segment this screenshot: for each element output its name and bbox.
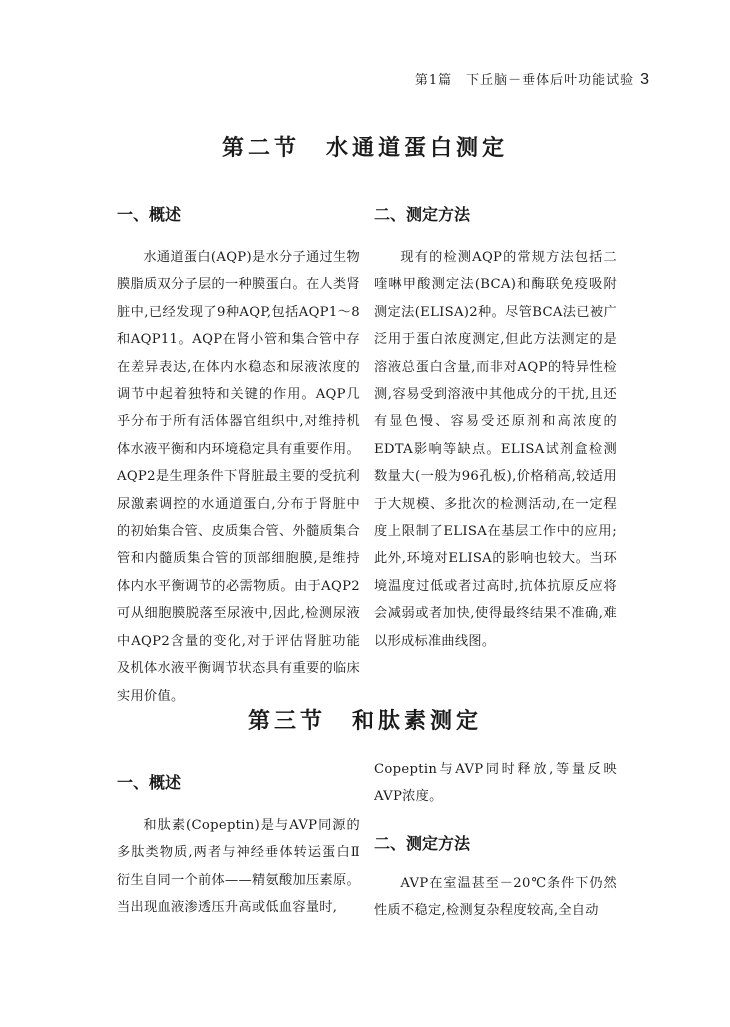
section3-continuation-text: Copeptin与AVP同时释放,等量反映AVP浓度。 xyxy=(374,762,617,805)
section2-overview-text: 水通道蛋白(AQP)是水分子通过生物膜脂质双分子层的一种膜蛋白。在人类肾脏中,已经发现了9种AQP,包括AQP1～8和AQP11。AQP在肾小管和集合管中存在差异表达,在体内水稳态和尿液浓度的调节中起着独特和关键的作用。AQP几乎分布于所有活体器官组织中,对维持机体水液平衡和内环境稳定具有重要作用。AQP2是生理条件下肾脏最主要的受抗利尿激素调控的水通道蛋白,分布于肾脏中的初始集合管、皮质集合管、外髓质集合管和内髓质集合管的顶部细胞膜,是维持体内水平衡调节的必需物质。由于AQP2可从细胞膜脱落至尿液中,因此,检测尿液中AQP2含量的变化,对于评估肾脏功能及机体水液平衡调节状态具有重要的临床实用价值。 xyxy=(117,250,360,704)
section3-title xyxy=(0,704,730,735)
running-header xyxy=(415,69,650,89)
section2-overview-heading: 一、概述 xyxy=(117,205,182,224)
section3-overview xyxy=(117,770,360,922)
section2-overview xyxy=(117,202,360,710)
running-title: 第1篇 下丘脑－垂体后叶功能试验 xyxy=(414,73,635,88)
section2-name: 水通道蛋白测定 xyxy=(326,136,509,161)
page-number: 3 xyxy=(640,71,650,88)
section2-title xyxy=(0,131,730,162)
section3-overview-heading: 一、概述 xyxy=(117,773,182,792)
section3-method-text: AVP在室温甚至－20℃条件下仍然性质不稳定,检测复杂程度较高,全自动 xyxy=(374,875,617,919)
section3-number: 第三节 xyxy=(247,709,326,734)
section3-name: 和肽素测定 xyxy=(352,709,483,734)
section3-overview-text: 和肽素(Copeptin)是与AVP同源的多肽类物质,两者与神经垂体转运蛋白Ⅱ衍生自同一个前体——精氨酸加压素原。当出现血液渗透压升高或低血容量时, xyxy=(117,818,360,916)
section2-method-heading: 二、测定方法 xyxy=(374,205,471,224)
section3-right-column xyxy=(374,756,617,925)
section2-method-text: 现有的检测AQP的常规方法包括二喹啉甲酸测定法(BCA)和酶联免疫吸附测定法(ELISA)2种。尽管BCA法已被广泛用于蛋白浓度测定,但此方法测定的是溶液总蛋白含量,而非对AQP的特异性检测,容易受到溶液中其他成分的干扰,且还有显色慢、容易受还原剂和高浓度的EDTA影响等缺点。ELISA试剂盒检测数量大(一般为96孔板),价格稍高,较适用于大规模、多批次的检测活动,在一定程度上限制了ELISA在基层工作中的应用;此外,环境对ELISA的影响也较大。当环境温度过低或者过高时,抗体抗原反应将会减弱或者加快,使得最终结果不准确,难以形成标准曲线图。 xyxy=(374,250,617,649)
section2-number: 第二节 xyxy=(221,136,300,161)
section3-method-heading: 二、测定方法 xyxy=(374,833,471,853)
section2-method xyxy=(374,202,617,655)
